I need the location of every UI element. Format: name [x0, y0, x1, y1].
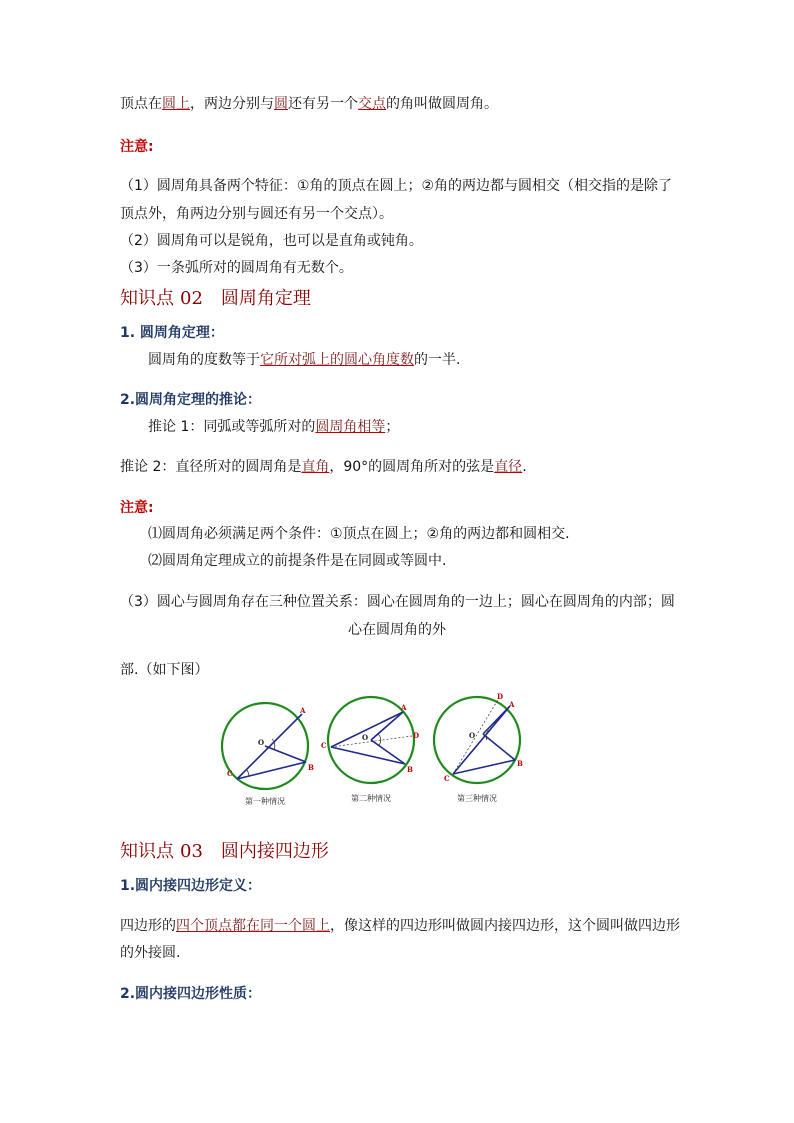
- heading-title: 圆内接四边形: [220, 841, 329, 862]
- text: ，像这样的四边形叫做圆内接四边形，这个圆叫做四边形: [330, 918, 680, 934]
- text: 推论 2：直径所对的圆周角是: [120, 459, 302, 475]
- subheading-corollary: 2.圆周角定理的推论：: [120, 392, 262, 408]
- case-3-diagram: [434, 692, 523, 803]
- subheading-theorem: 1. 圆周角定理：: [120, 325, 224, 341]
- label-o: O: [258, 738, 265, 747]
- caption-case-3: 第三种情况: [457, 794, 497, 803]
- text: 四边形的: [120, 918, 176, 934]
- corollary-1: [148, 417, 399, 437]
- caption-case-1: 第一种情况: [245, 797, 285, 806]
- note-item-2: （2）圆周角可以是锐角，也可以是直角或钝角。: [120, 233, 423, 249]
- underlined-term: 交点: [358, 96, 386, 112]
- subheading-definition: 1.圆内接四边形定义：: [120, 878, 262, 894]
- heading-prefix: 知识点: [120, 841, 174, 862]
- underlined-term: 圆: [274, 96, 288, 112]
- underlined-term: 直角: [301, 459, 330, 475]
- note-item-3: （3）一条弧所对的圆周角有无数个。: [120, 260, 353, 276]
- text: ，两边分别与: [190, 96, 274, 112]
- note2-item-3-line3: 部.（如下图）: [120, 662, 209, 678]
- corollary-2: [120, 457, 527, 477]
- heading-number: 03: [180, 841, 203, 862]
- underlined-term: 直径: [494, 459, 523, 475]
- caption-case-2: 第二种情况: [351, 794, 391, 803]
- underlined-term: 四个顶点都在同一个圆上: [176, 918, 330, 934]
- label-a: A: [401, 703, 407, 712]
- circle-angle-figure: [215, 690, 545, 812]
- angle-arc: [378, 734, 381, 745]
- section-heading-02: [120, 287, 311, 311]
- angle-arc: [247, 770, 249, 776]
- subheading-properties: 2.圆内接四边形性质：: [120, 986, 262, 1002]
- definition-line-1: [120, 916, 680, 936]
- note2-item-2: ⑵圆周角定理成立的前提条件是在同圆或等圆中.: [148, 553, 447, 569]
- text: ，90°的圆周角所对的弦是: [329, 459, 495, 475]
- case-1-diagram: [222, 703, 314, 806]
- text: 的角叫做圆周角。: [386, 96, 498, 112]
- label-d: D: [497, 692, 504, 701]
- text: ；: [385, 419, 400, 435]
- note-heading-2: 注意:: [120, 500, 154, 516]
- note2-item-3-line1: （3）圆心与圆周角存在三种位置关系：圆心在圆周角的一边上；圆心在圆周角的内部；圆: [120, 594, 675, 610]
- diameter-ca: [237, 714, 302, 779]
- radius-oa: [483, 706, 510, 734]
- dashed-diameter: [453, 698, 499, 774]
- label-b: B: [517, 759, 523, 768]
- note-heading: 注意:: [120, 139, 154, 155]
- text: .: [522, 459, 527, 475]
- label-d: D: [413, 731, 420, 740]
- label-o: O: [469, 731, 476, 740]
- label-a: A: [509, 700, 515, 709]
- text: 顶点在: [120, 96, 162, 112]
- radius-ob: [265, 746, 306, 762]
- definition-sentence: [120, 94, 498, 114]
- section-heading-03: [120, 840, 329, 864]
- heading-number: 02: [180, 288, 203, 309]
- note2-item-3-line2: 心在圆周角的外: [348, 622, 446, 638]
- label-c: C: [444, 774, 450, 783]
- note2-item-1: ⑴圆周角必须满足两个条件：①顶点在圆上；②角的两边都和圆相交.: [148, 526, 570, 542]
- definition-line-2: 的外接圆.: [120, 945, 181, 961]
- radius-ob: [483, 734, 515, 760]
- underlined-term: 它所对弧上的圆心角度数: [260, 352, 414, 368]
- underlined-term: 圆上: [162, 96, 190, 112]
- label-b: B: [407, 765, 413, 774]
- label-c: C: [227, 769, 233, 778]
- note-item-1-line1: （1）圆周角具备两个特征：①角的顶点在圆上；②角的两边都与圆相交（相交指的是除了: [120, 178, 673, 194]
- heading-prefix: 知识点: [120, 288, 174, 309]
- heading-title: 圆周角定理: [220, 288, 311, 309]
- text: 圆周角的度数等于: [148, 352, 260, 368]
- underlined-term: 圆周角相等: [315, 419, 386, 435]
- text: 还有另一个: [288, 96, 358, 112]
- label-o: O: [362, 733, 369, 742]
- label-c: C: [321, 741, 327, 750]
- text: 的一半.: [414, 352, 461, 368]
- case-2-diagram: [321, 697, 419, 803]
- theorem-statement: [148, 350, 460, 370]
- label-b: B: [308, 763, 314, 772]
- label-a: A: [300, 706, 306, 715]
- note-item-1-line2: 顶点外，角两边分别与圆还有另一个交点）。: [120, 206, 393, 222]
- text: 推论 1：同弧或等弧所对的: [148, 419, 316, 435]
